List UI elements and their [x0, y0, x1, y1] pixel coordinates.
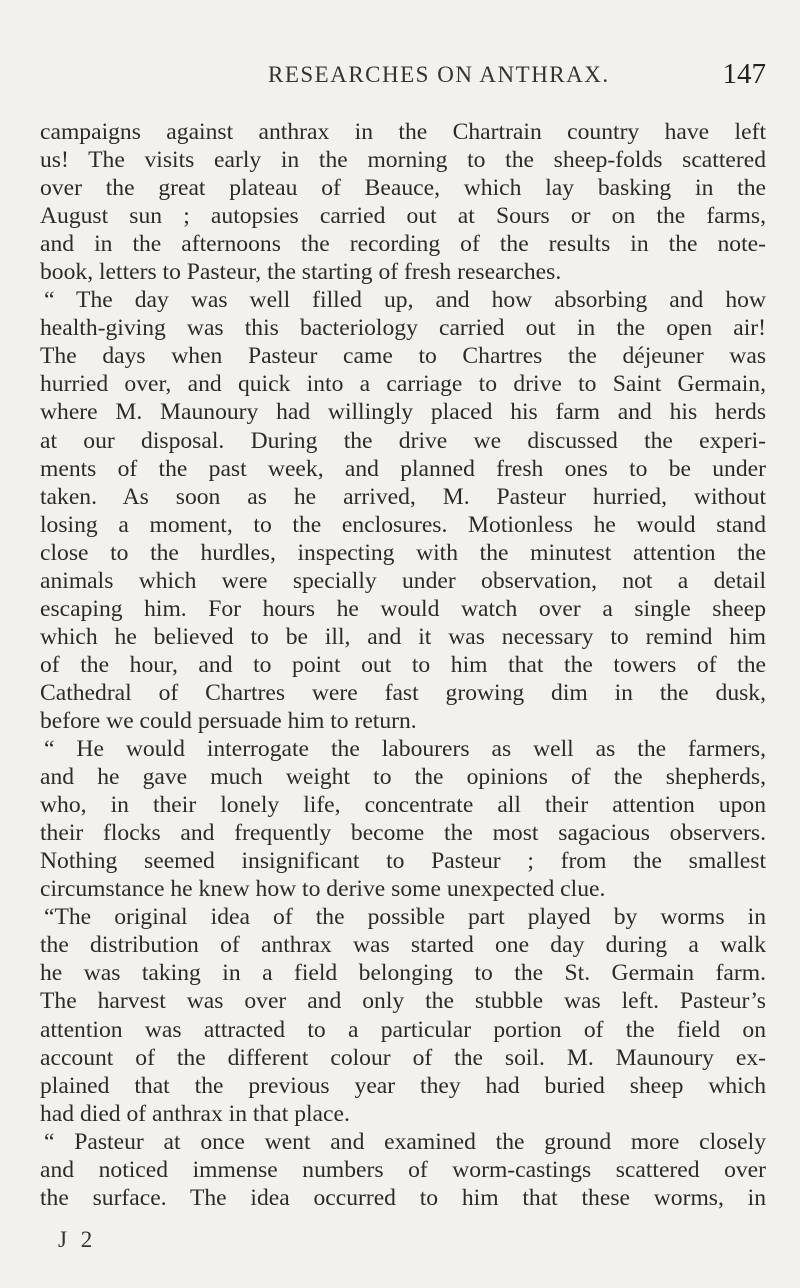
text-line: where M. Maunoury had willingly placed his farm and his herds — [40, 399, 766, 426]
text-line: account of the different colour of the soil. M. Maunoury ex- — [40, 1044, 766, 1071]
text-line: before we could persuade him to return. — [40, 707, 417, 734]
text-line: the surface. The idea occurred to him that these worms, in — [40, 1184, 766, 1211]
text-line: us! The visits early in the morning to the sheep-folds scattered — [40, 147, 766, 174]
page-number: 147 — [722, 58, 766, 90]
text-line: had died of anthrax in that place. — [40, 1100, 350, 1127]
text-line: The harvest was over and only the stubble was left. Pasteur’s — [40, 988, 766, 1015]
text-line: at our disposal. During the drive we discussed the experi- — [40, 427, 766, 454]
text-line: health-giving was this bacteriology carried out in the open air! — [40, 315, 766, 342]
text-line: and in the afternoons the recording of the results in the note- — [40, 231, 766, 258]
text-line: Cathedral of Chartres were fast growing dim in the dusk, — [40, 679, 766, 706]
text-line: animals which were specially under observation, not a detail — [40, 567, 766, 594]
text-line: losing a moment, to the enclosures. Motionless he would stand — [40, 511, 766, 538]
text-line: book, letters to Pasteur, the starting of fresh researches. — [40, 259, 562, 286]
text-line: “ He would interrogate the labourers as well as the farmers, — [44, 736, 766, 763]
text-line: Nothing seemed insignificant to Pasteur ; from the smallest — [40, 848, 766, 875]
text-line: over the great plateau of Beauce, which lay basking in the — [40, 175, 766, 202]
running-title: RESEARCHES ON ANTHRAX. — [268, 62, 610, 87]
text-line: the distribution of anthrax was started one day during a walk — [40, 932, 766, 959]
text-line: hurried over, and quick into a carriage to drive to Saint Germain, — [40, 371, 766, 398]
running-head — [0, 58, 800, 96]
text-line: close to the hurdles, inspecting with the minutest attention the — [40, 539, 766, 566]
text-line: attention was attracted to a particular portion of the field on — [40, 1016, 766, 1043]
text-line: escaping him. For hours he would watch over a single sheep — [40, 595, 766, 622]
text-line: circumstance he knew how to derive some unexpected clue. — [40, 876, 606, 903]
text-line: ments of the past week, and planned fresh ones to be under — [40, 455, 766, 482]
text-line: plained that the previous year they had buried sheep which — [40, 1072, 766, 1099]
text-line: their flocks and frequently become the most sagacious observers. — [40, 820, 766, 847]
text-line: of the hour, and to point out to him that the towers of the — [40, 651, 766, 678]
text-line: “ Pasteur at once went and examined the ground more closely — [44, 1128, 766, 1155]
text-line: “The original idea of the possible part played by worms in — [44, 904, 766, 931]
text-line: campaigns against anthrax in the Chartrain country have left — [40, 119, 766, 145]
text-line: and noticed immense numbers of worm-castings scattered over — [40, 1156, 766, 1183]
text-line: which he believed to be ill, and it was necessary to remind him — [40, 623, 766, 650]
text-line: taken. As soon as he arrived, M. Pasteur hurried, without — [40, 483, 766, 510]
text-line: who, in their lonely life, concentrate all their attention upon — [40, 792, 766, 819]
signature-mark: J 2 — [58, 1227, 97, 1252]
body-text — [40, 118, 766, 1212]
text-line: August sun ; autopsies carried out at Sours or on the farms, — [40, 203, 766, 230]
text-line: “ The day was well filled up, and how absorbing and how — [44, 287, 766, 314]
text-line: The days when Pasteur came to Chartres the déjeuner was — [40, 343, 766, 370]
text-line: and he gave much weight to the opinions of the shepherds, — [40, 764, 766, 791]
text-line: he was taking in a field belonging to the St. Germain farm. — [40, 960, 766, 987]
